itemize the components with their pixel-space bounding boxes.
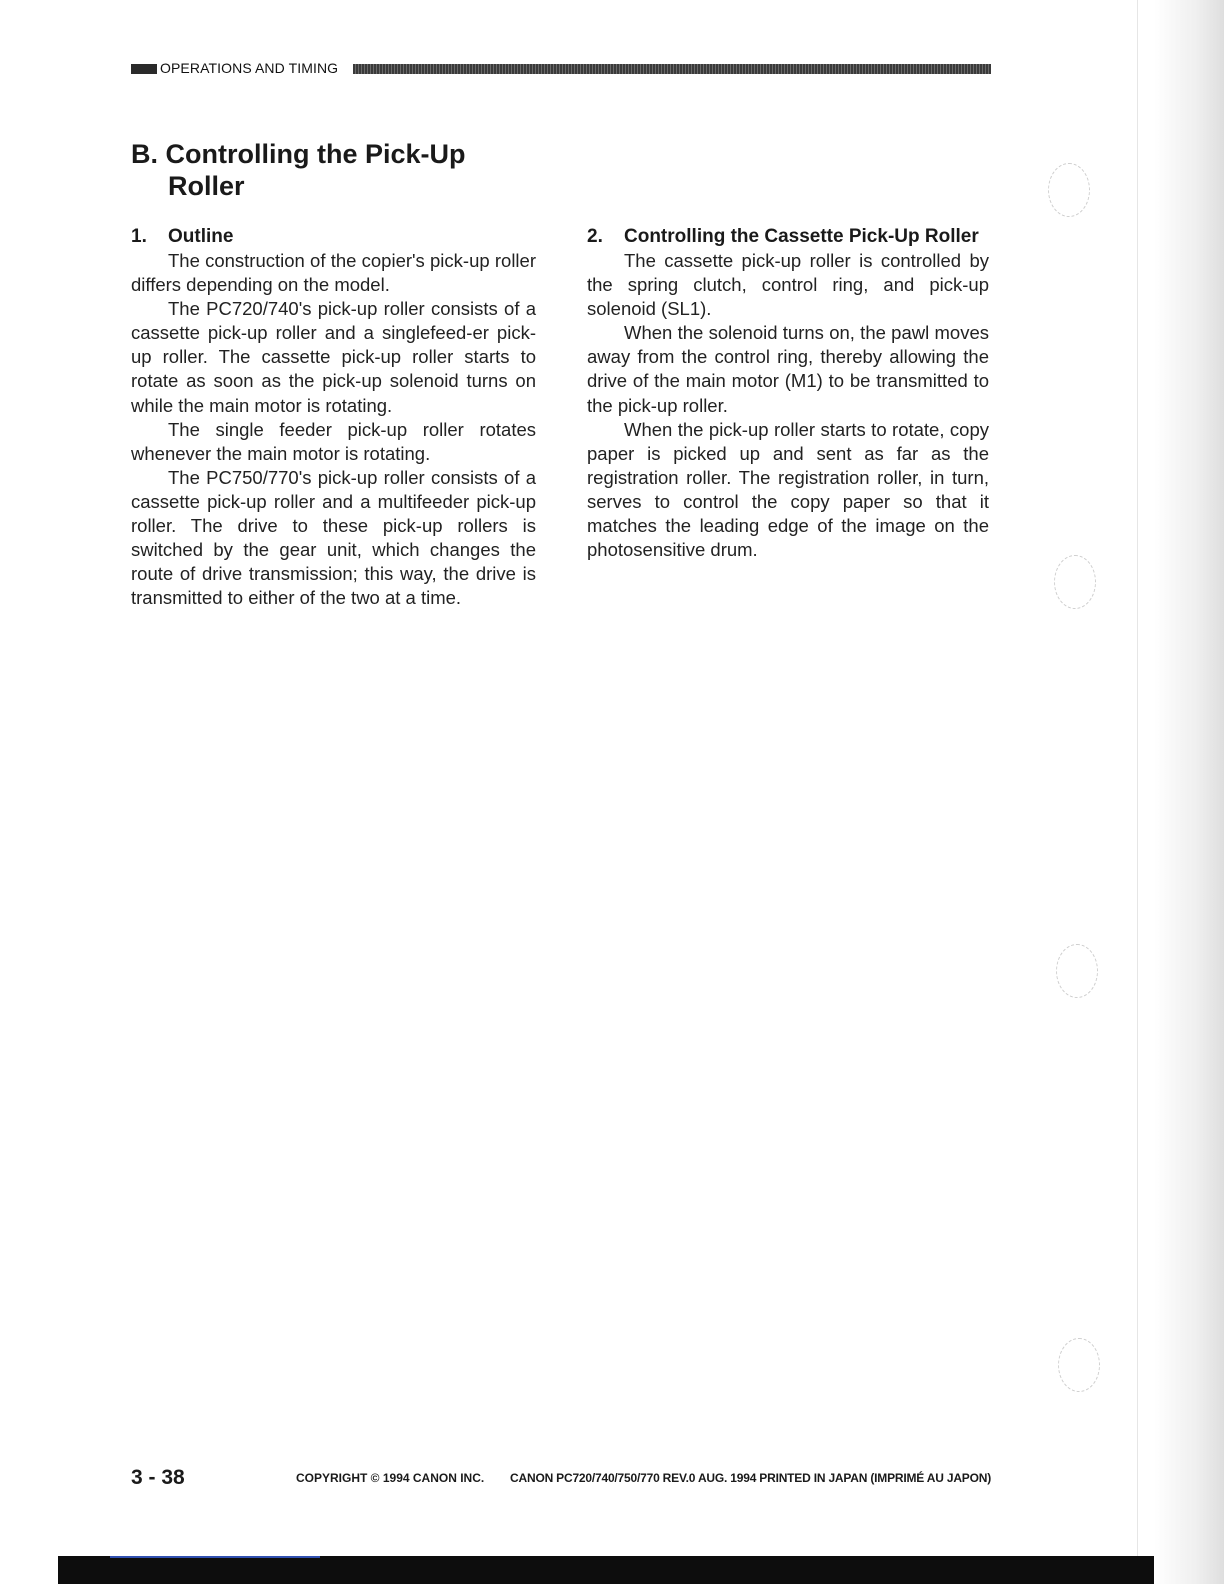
outline-paragraph-2: The PC720/740's pick-up roller consists of a cassette pick-up roller and a singlefeed-er pick-up roller. The cassette pick-up roller starts to rotate as soon as the pick-up solenoid turns on while the main motor is rotating. (131, 298, 536, 416)
scan-bottom-bar (58, 1556, 1154, 1584)
cassette-paragraph-2: When the solenoid turns on, the pawl moves away from the control ring, thereby allowing the drive of the main motor (M1) to be transmitted to the pick-up roller. (587, 322, 989, 416)
header-rule (353, 64, 991, 74)
page-number: 3 - 38 (131, 1466, 185, 1489)
cassette-heading-number: 2. (587, 226, 603, 247)
outline-paragraph-4: The PC750/770's pick-up roller consists of a cassette pick-up roller and a multifeeder pick-up roller. The drive to these pick-up rollers is switched by the gear unit, which changes the route of drive transmission; this way, the drive is transmitted to either of the two at a time. (131, 466, 536, 609)
scan-bottom-accent (110, 1556, 320, 1558)
page-edge-line (1137, 0, 1138, 1584)
right-column (587, 225, 989, 562)
outline-paragraph-3: The single feeder pick-up roller rotates whenever the main motor is rotating. (131, 418, 536, 464)
outline-paragraph-1: The construction of the copier's pick-up roller differs depending on the model. (131, 250, 536, 296)
binder-hole-3 (1056, 944, 1098, 998)
page-footer (131, 1466, 991, 1490)
section-title-line2: Roller (168, 171, 245, 201)
outline-heading (131, 225, 536, 249)
copyright-notice: COPYRIGHT © 1994 CANON INC. (296, 1471, 485, 1485)
cassette-heading-text: Controlling the Cassette Pick-Up Roller (624, 226, 979, 247)
binder-hole-2 (1054, 555, 1096, 609)
binder-hole-1 (1048, 163, 1090, 217)
cassette-paragraph-1: The cassette pick-up roller is controlled by the spring clutch, control ring, and pick-up solenoid (SL1). (587, 250, 989, 320)
header-title: OPERATIONS AND TIMING (160, 60, 339, 76)
section-title-line1: B. Controlling the Pick-Up (131, 139, 466, 169)
cassette-paragraph-3: When the pick-up roller starts to rotate, copy paper is picked up and sent as far as the registration roller. The registration roller, in turn, serves to control the copy paper so that it matches the leading edge of the image on the photosensitive drum. (587, 418, 989, 561)
section-title (131, 138, 466, 202)
page-header (131, 61, 991, 77)
outline-heading-number: 1. (131, 226, 147, 247)
print-info: CANON PC720/740/750/770 REV.0 AUG. 1994 PRINTED IN JAPAN (IMPRIMÉ AU JAPON) (510, 1471, 991, 1485)
outline-heading-text: Outline (168, 226, 234, 247)
page-edge-shading (1154, 0, 1224, 1584)
cassette-heading (587, 225, 989, 249)
header-lead-block (131, 64, 157, 74)
left-column (131, 225, 536, 610)
binder-hole-4 (1058, 1338, 1100, 1392)
